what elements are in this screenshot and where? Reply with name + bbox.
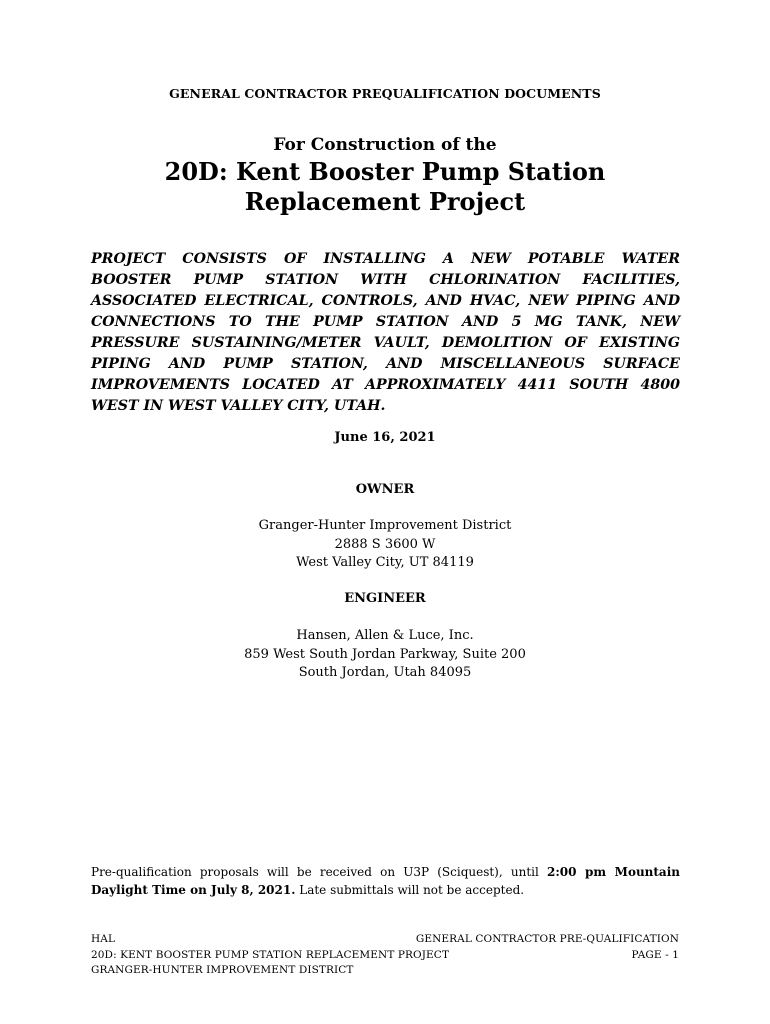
project-title: 20D: Kent Booster Pump Station Replacement Project: [164, 157, 606, 216]
footer-page-number: PAGE - 1: [631, 948, 679, 961]
footer-right: [416, 932, 679, 963]
project-description: PROJECT CONSISTS OF INSTALLING A NEW POTABLE WATER BOOSTER PUMP STATION WITH CHLORINATION FACILITIES, ASSOCIATED ELECTRICAL, CONTROLS, AND HVAC, NEW PIPING AND CONNECTIONS TO THE PUMP STATION AND 5 MG TANK, NEW PRESSURE SUSTAINING/METER VAULT, DEMOLITION OF EXISTING PIPING AND PUMP STATION, AND MISCELLANEOUS SURFACE IMPROVEMENTS LOCATED AT APPROXIMATELY 4411 SOUTH 4800 WEST IN WEST VALLEY CITY, UTAH.: [91, 251, 680, 414]
submission-notice: [91, 863, 680, 899]
document-type-heading: GENERAL CONTRACTOR PREQUALIFICATION DOCUMENTS: [169, 86, 601, 101]
owner-city: West Valley City, UT 84119: [296, 555, 474, 570]
engineer-address-block: [0, 627, 770, 683]
notice-prefix: Pre-qualification proposals will be received on U3P (Sciquest), until: [91, 865, 547, 879]
document-date: June 16, 2021: [334, 430, 436, 445]
footer-left: [91, 932, 449, 979]
engineer-heading: ENGINEER: [344, 591, 426, 606]
notice-deadline: 2:00 pm Mountain Daylight Time on July 8, 2021.: [91, 865, 680, 897]
engineer-street: 859 West South Jordan Parkway, Suite 200: [244, 646, 526, 662]
owner-name: Granger-Hunter Improvement District: [258, 518, 512, 533]
document-subtitle: For Construction of the: [273, 135, 497, 155]
notice-suffix: Late submittals will not be accepted.: [295, 883, 525, 897]
footer-project: 20D: KENT BOOSTER PUMP STATION REPLACEMENT PROJECT: [91, 948, 450, 961]
owner-address-block: [0, 517, 770, 573]
footer-firm: HAL: [91, 933, 116, 945]
engineer-city: South Jordan, Utah 84095: [298, 665, 472, 680]
owner-street: 2888 S 3600 W: [334, 536, 436, 552]
footer-document-type: GENERAL CONTRACTOR PRE-QUALIFICATION: [415, 933, 679, 945]
engineer-name: Hansen, Allen & Luce, Inc.: [296, 628, 474, 643]
owner-heading: OWNER: [355, 482, 415, 497]
footer-owner: GRANGER-HUNTER IMPROVEMENT DISTRICT: [91, 964, 354, 976]
